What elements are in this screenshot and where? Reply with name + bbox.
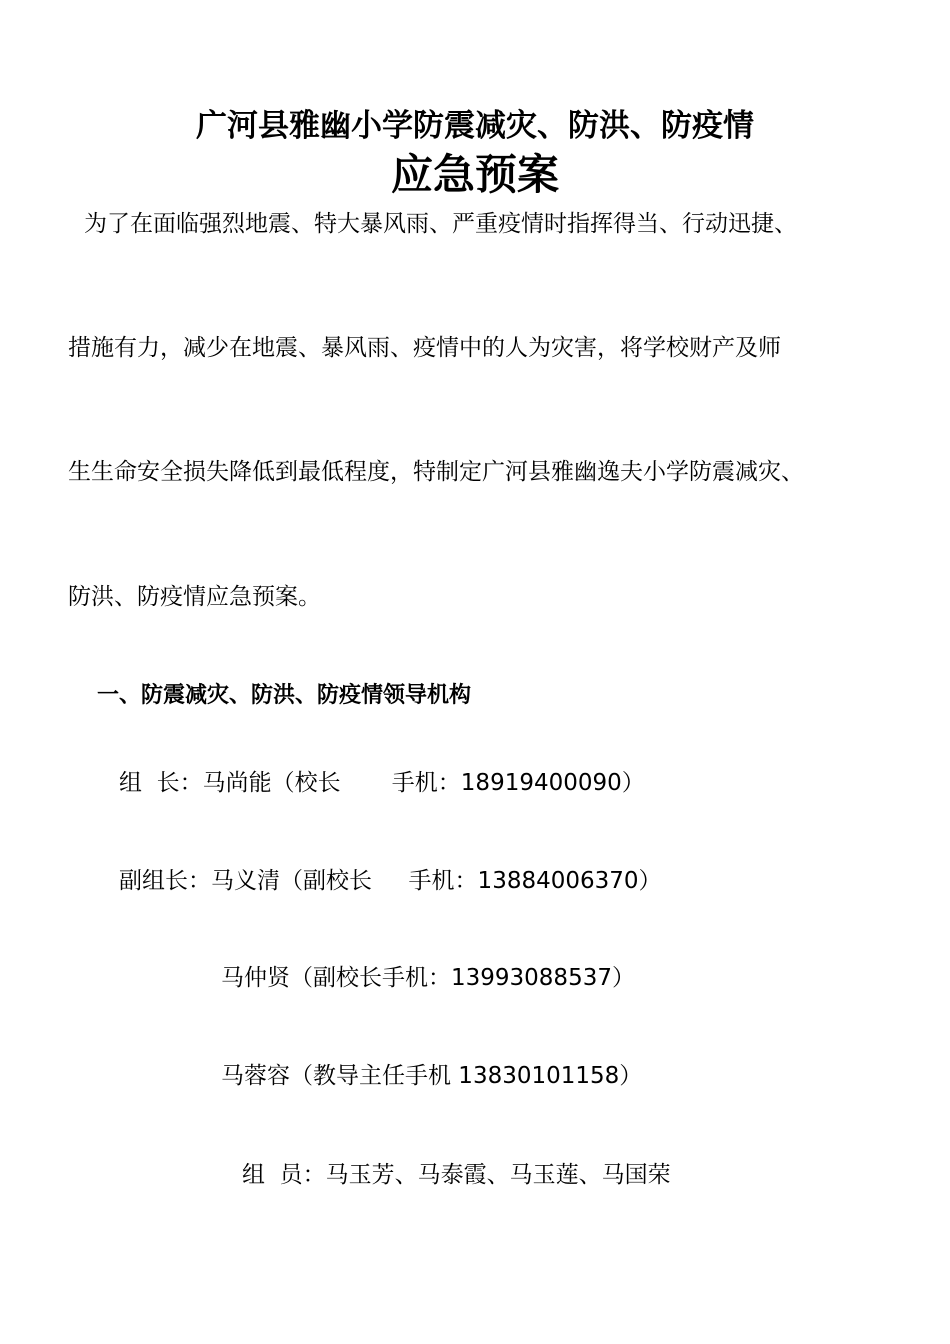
member-deputy-leader-2: 马仲贤（副校长手机：13993088537） — [221, 965, 635, 991]
member-deputy-leader: 副组长：马义清（副校长 手机：13884006370） — [119, 868, 662, 894]
document-subtitle: 应急预案 — [390, 150, 559, 199]
document-title: 广河县雅幽小学防震减灾、防洪、防疫情 — [196, 108, 754, 144]
member-leader: 组 长：马尚能（校长 手机：18919400090） — [119, 770, 645, 796]
section-heading: 一、防震减灾、防洪、防疫情领导机构 — [97, 683, 472, 708]
paragraph-line: 措施有力，减少在地震、暴风雨、疫情中的人为灾害，将学校财产及师 — [68, 335, 781, 361]
member-deputy-leader-3: 马蓉容（教导主任手机 13830101158） — [221, 1063, 643, 1089]
member-list: 组 员：马玉芳、马泰霞、马玉莲、马国荣 — [242, 1162, 671, 1188]
paragraph-line: 为了在面临强烈地震、特大暴风雨、严重疫情时指挥得当、行动迅捷、 — [84, 211, 797, 237]
paragraph-line: 防洪、防疫情应急预案。 — [68, 584, 321, 610]
paragraph-line: 生生命安全损失降低到最低程度，特制定广河县雅幽逸夫小学防震减灾、 — [68, 459, 804, 485]
